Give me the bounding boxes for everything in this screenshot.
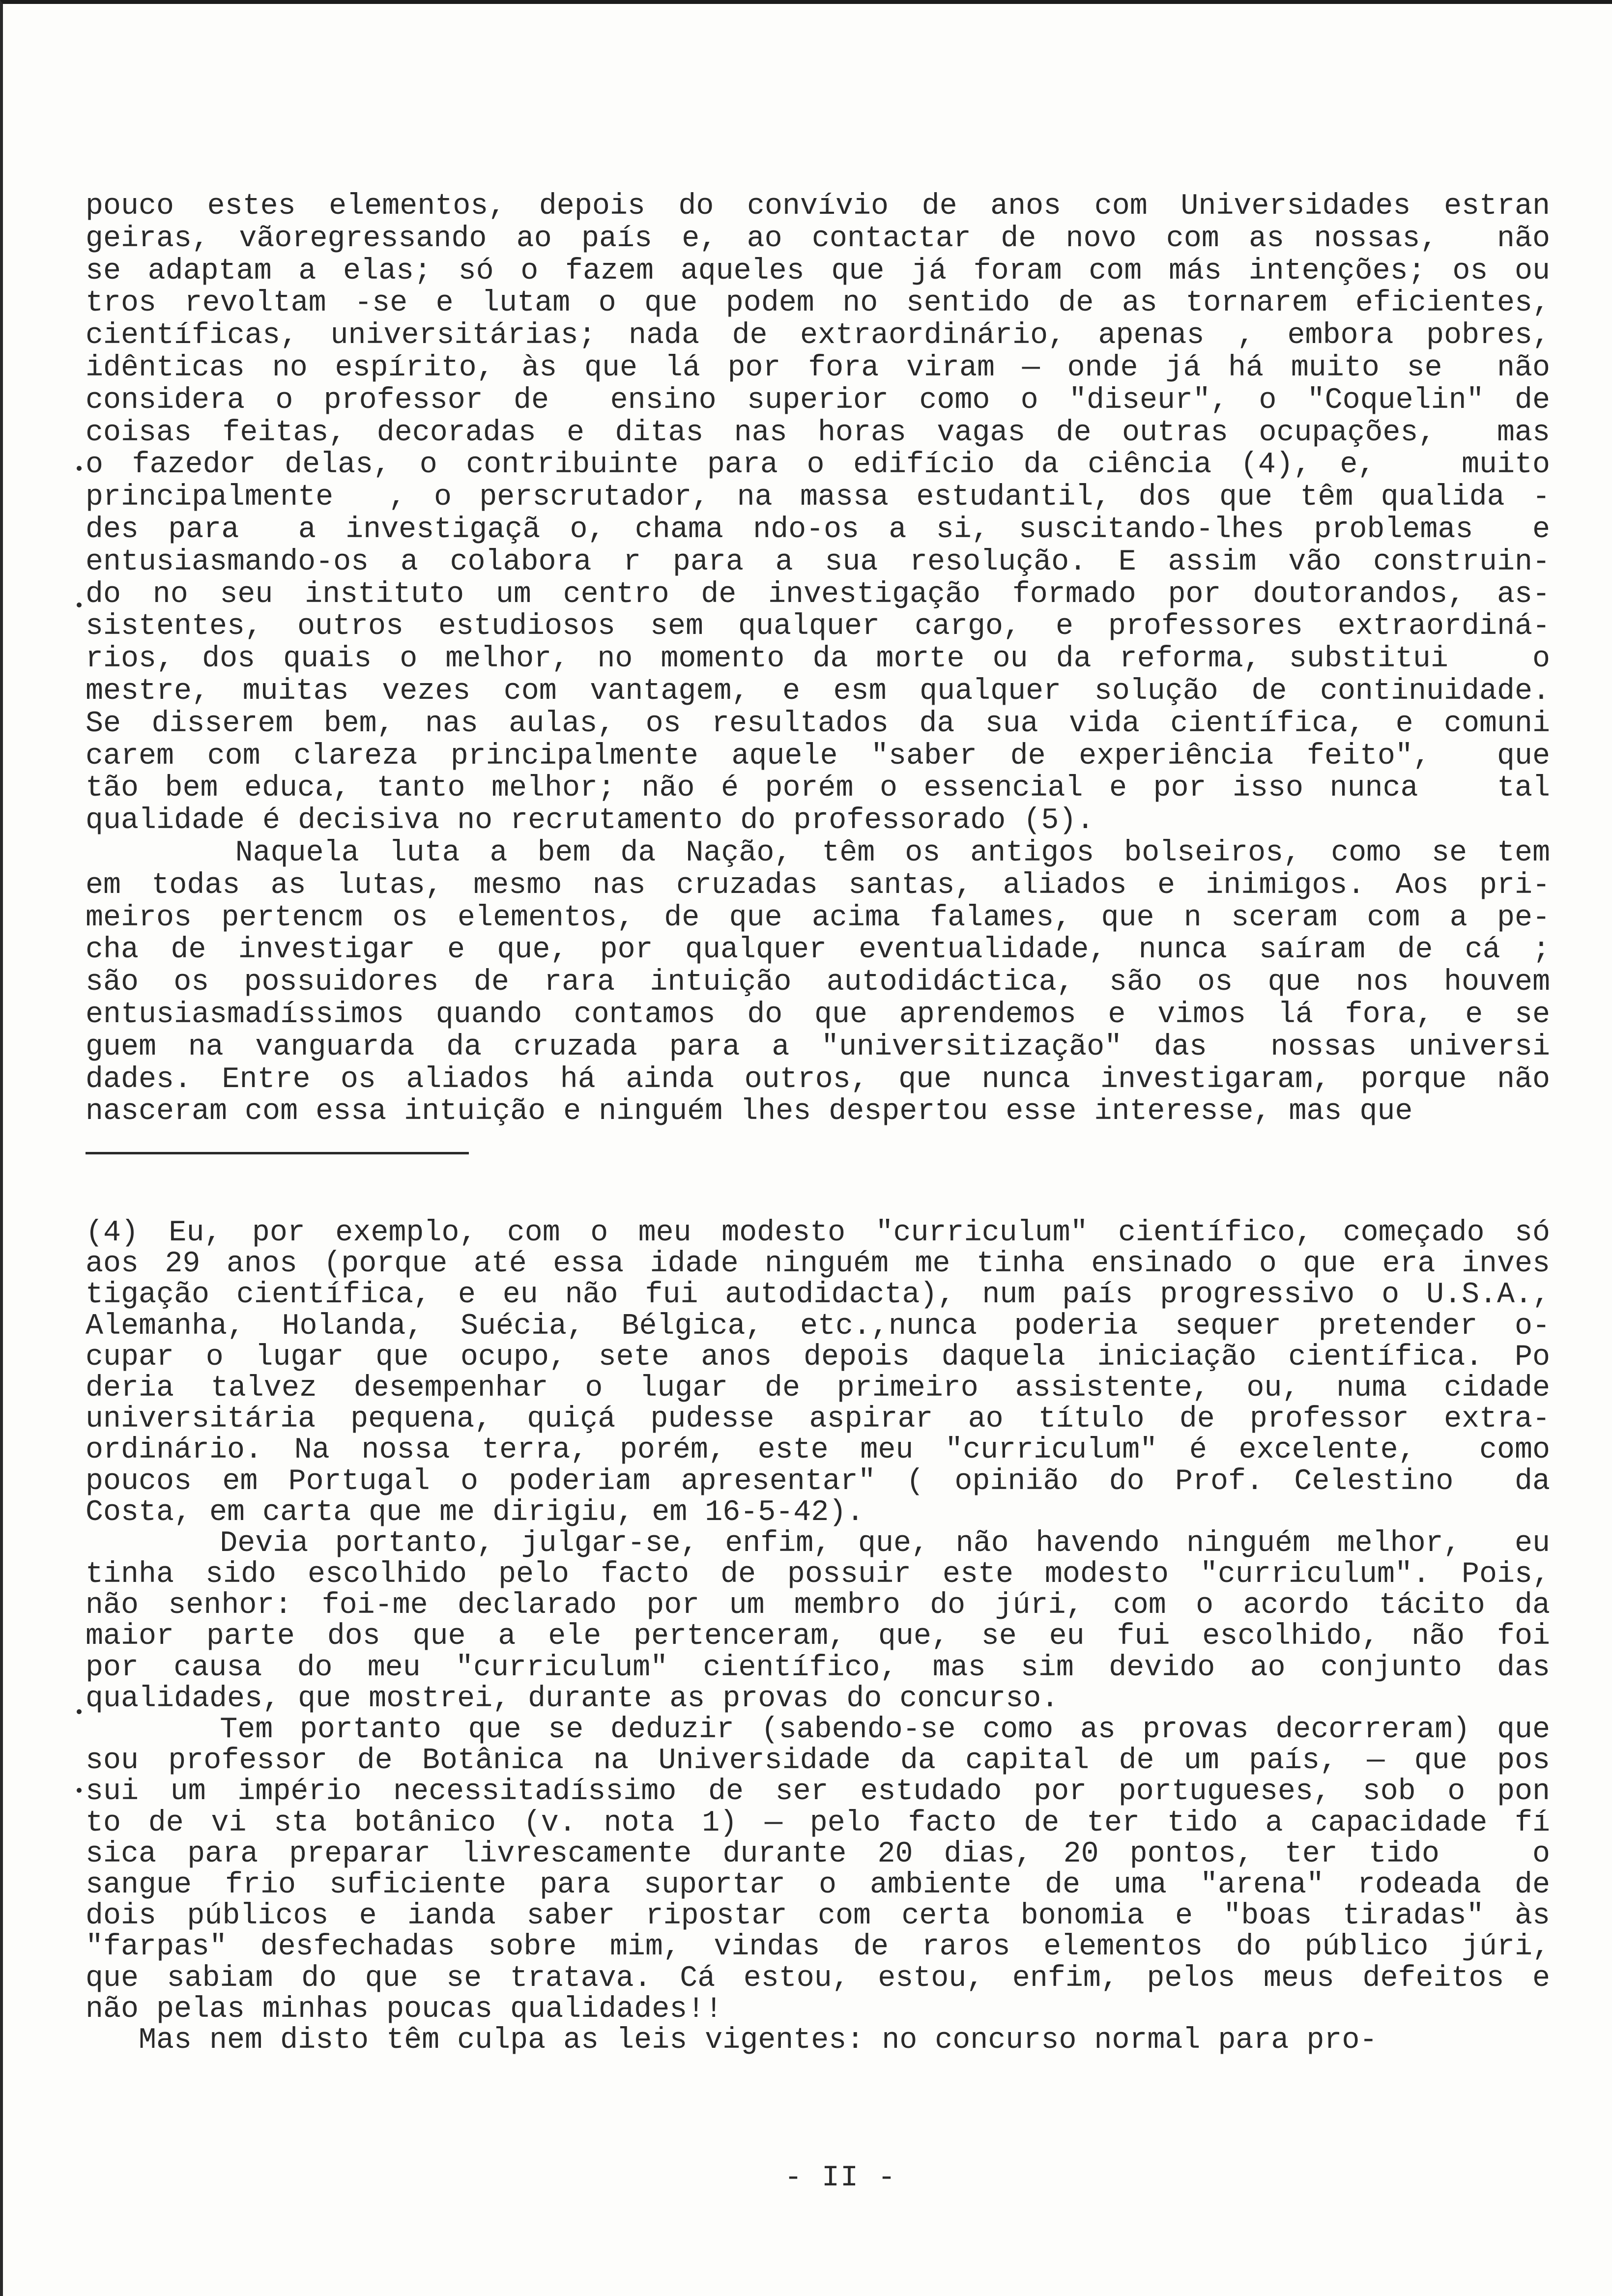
body-text-line: rios, dos quais o melhor, no momento da morte ou da reforma, substitui o (86, 643, 1550, 676)
body-text-line: pouco estes elementos, depois do convívio de anos com Universidades estran (86, 191, 1550, 223)
body-text-line: principalmente , o perscrutador, na massa estudantil, dos que têm qualida - (86, 482, 1550, 514)
footnote-line: por causa do meu "curriculum" científico, mas sim devido ao conjunto das (86, 1652, 1550, 1684)
body-text-line: guem na vanguarda da cruzada para a "universitização" das nossas universi (86, 1031, 1550, 1064)
footnote-line: maior parte dos que a ele pertenceram, que, se eu fui escolhido, não foi (86, 1621, 1550, 1653)
footnote-line: Devia portanto, julgar-se, enfim, que, não havendo ninguém melhor, eu (86, 1528, 1550, 1560)
body-text-line: qualidade é decisiva no recrutamento do professorado (5). (86, 805, 1094, 837)
footnote-line: que sabiam do que se tratava. Cá estou, estou, enfim, pelos meus defeitos e (86, 1963, 1550, 1994)
footnote-separator (86, 1152, 469, 1154)
margin-dot (77, 1709, 82, 1714)
body-text-line: em todas as lutas, mesmo nas cruzadas santas, aliados e inimigos. Aos pri- (86, 869, 1550, 902)
body-text-line: entusiasmando-os a colabora r para a sua resolução. E assim vão construin- (86, 546, 1550, 579)
footnote-line: deria talvez desempenhar o lugar de primeiro assistente, ou, numa cidade (86, 1373, 1550, 1405)
footnote-line: sou professor de Botânica na Universidade da capital de um país, — que pos (86, 1746, 1550, 1777)
footnote-line: não senhor: foi-me declarado por um membro do júri, com o acordo tácito da (86, 1590, 1550, 1622)
footnote-line: ordinário. Na nossa terra, porém, este meu "curriculum" é excelente, como (86, 1435, 1550, 1466)
footnote-line: (4) Eu, por exemplo, com o meu modesto "curriculum" científico, começado só (86, 1218, 1550, 1249)
footnote-line: sica para preparar livrescamente durante 20 dias, 20 pontos, ter tido o (86, 1838, 1550, 1870)
body-text-line: são os possuidores de rara intuição autodidáctica, são os que nos houvem (86, 967, 1550, 999)
footnote-line: tigação científica, e eu não fui autodidacta), num país progressivo o U.S.A., (86, 1280, 1550, 1311)
body-text-line: se adaptam a elas; só o fazem aqueles que já foram com más intenções; os ou (86, 255, 1550, 288)
body-text-line: coisas feitas, decoradas e ditas nas horas vagas de outras ocupações, mas (86, 417, 1550, 450)
footnote-text (86, 1218, 1550, 2056)
body-text-line: tros revoltam -se e lutam o que podem no sentido de as tornarem eficientes, (86, 287, 1550, 320)
body-text-line: considera o professor de ensino superior como o "diseur", o "Coquelin" de (86, 384, 1550, 417)
body-text-line: científicas, universitárias; nada de extraordinário, apenas , embora pobres, (86, 320, 1550, 352)
footnote-line: Alemanha, Holanda, Suécia, Bélgica, etc.,nunca poderia sequer pretender o- (86, 1311, 1550, 1342)
body-text-line: entusiasmadíssimos quando contamos do que aprendemos e vimos lá fora, e se (86, 999, 1550, 1032)
body-text-line: Se disserem bem, nas aulas, os resultados da sua vida científica, e comuni (86, 708, 1550, 741)
footnote-line: sangue frio suficiente para suportar o ambiente de uma "arena" rodeada de (86, 1869, 1550, 1901)
footnote-line: Tem portanto que se deduzir (sabendo-se como as provas decorreram) que (86, 1715, 1550, 1746)
footnote-line: sui um império necessitadíssimo de ser estudado por portugueses, sob o pon (86, 1777, 1550, 1808)
footnote-line: Costa, em carta que me dirigiu, em 16-5-42). (86, 1497, 864, 1528)
margin-dot (77, 603, 82, 607)
body-text-line: dades. Entre os aliados há ainda outros, que nunca investigaram, porque não (86, 1063, 1550, 1096)
body-text-line: sistentes, outros estudiosos sem qualquer cargo, e professores extraordiná- (86, 611, 1550, 644)
body-text-line: do no seu instituto um centro de investigação formado por doutorandos, as- (86, 578, 1550, 611)
body-text-line: o fazedor delas, o contribuinte para o edifício da ciência (4), e, muito (86, 449, 1550, 482)
body-text-line: tão bem educa, tanto melhor; não é porém o essencial e por isso nunca tal (86, 773, 1550, 805)
footnote-line: tinha sido escolhido pelo facto de possuir este modesto "curriculum". Pois, (86, 1559, 1550, 1591)
body-text-line: idênticas no espírito, às que lá por fora viram — onde já há muito se não (86, 352, 1550, 385)
footnote-line: qualidades, que mostrei, durante as provas do concurso. (86, 1683, 1059, 1715)
footnote-line: aos 29 anos (porque até essa idade ninguém me tinha ensinado o que era inves (86, 1249, 1550, 1280)
body-text-line: carem com clareza principalmente aquele "saber de experiência feito", que (86, 740, 1550, 773)
body-text-line: cha de investigar e que, por qualquer eventualidade, nunca saíram de cá ; (86, 934, 1550, 967)
footnote-line: cupar o lugar que ocupo, sete anos depois daquela iniciação científica. Po (86, 1342, 1550, 1373)
footnote-line: não pelas minhas poucas qualidades!! (86, 1994, 723, 2025)
margin-dot (77, 466, 82, 471)
footnote-line: dois públicos e ianda saber ripostar com certa bonomia e "boas tiradas" às (86, 1901, 1550, 1932)
main-body-text (86, 191, 1550, 1128)
body-text-line: des para a investigaçã o, chama ndo-os a si, suscitando-lhes problemas e (86, 514, 1550, 546)
footnote-line: poucos em Portugal o poderiam apresentar" ( opinião do Prof. Celestino da (86, 1466, 1550, 1497)
footnote-line: "farpas" desfechadas sobre mim, vindas de raros elementos do público júri, (86, 1932, 1550, 1963)
body-text-line: nasceram com essa intuição e ninguém lhes despertou esse interesse, mas que (86, 1096, 1413, 1129)
page-number: - II - (784, 2161, 897, 2195)
body-text-line: mestre, muitas vezes com vantagem, e esm qualquer solução de continuidade. (86, 675, 1550, 708)
body-text-line: meiros pertencm os elementos, de que acima falames, que n sceram com a pe- (86, 902, 1550, 935)
footnote-line: universitária pequena, quiçá pudesse aspirar ao título de professor extra- (86, 1404, 1550, 1435)
footnote-line: to de vi sta botânico (v. nota 1) — pelo facto de ter tido a capacidade fí (86, 1808, 1550, 1839)
margin-dot (77, 1788, 82, 1793)
footnote-line: Mas nem disto têm culpa as leis vigentes: no concurso normal para pro- (86, 2025, 1378, 2057)
body-text-line: geiras, vãoregressando ao país e, ao contactar de novo com as nossas, não (86, 223, 1550, 256)
body-text-line: Naquela luta a bem da Nação, têm os antigos bolseiros, como se tem (86, 837, 1550, 870)
